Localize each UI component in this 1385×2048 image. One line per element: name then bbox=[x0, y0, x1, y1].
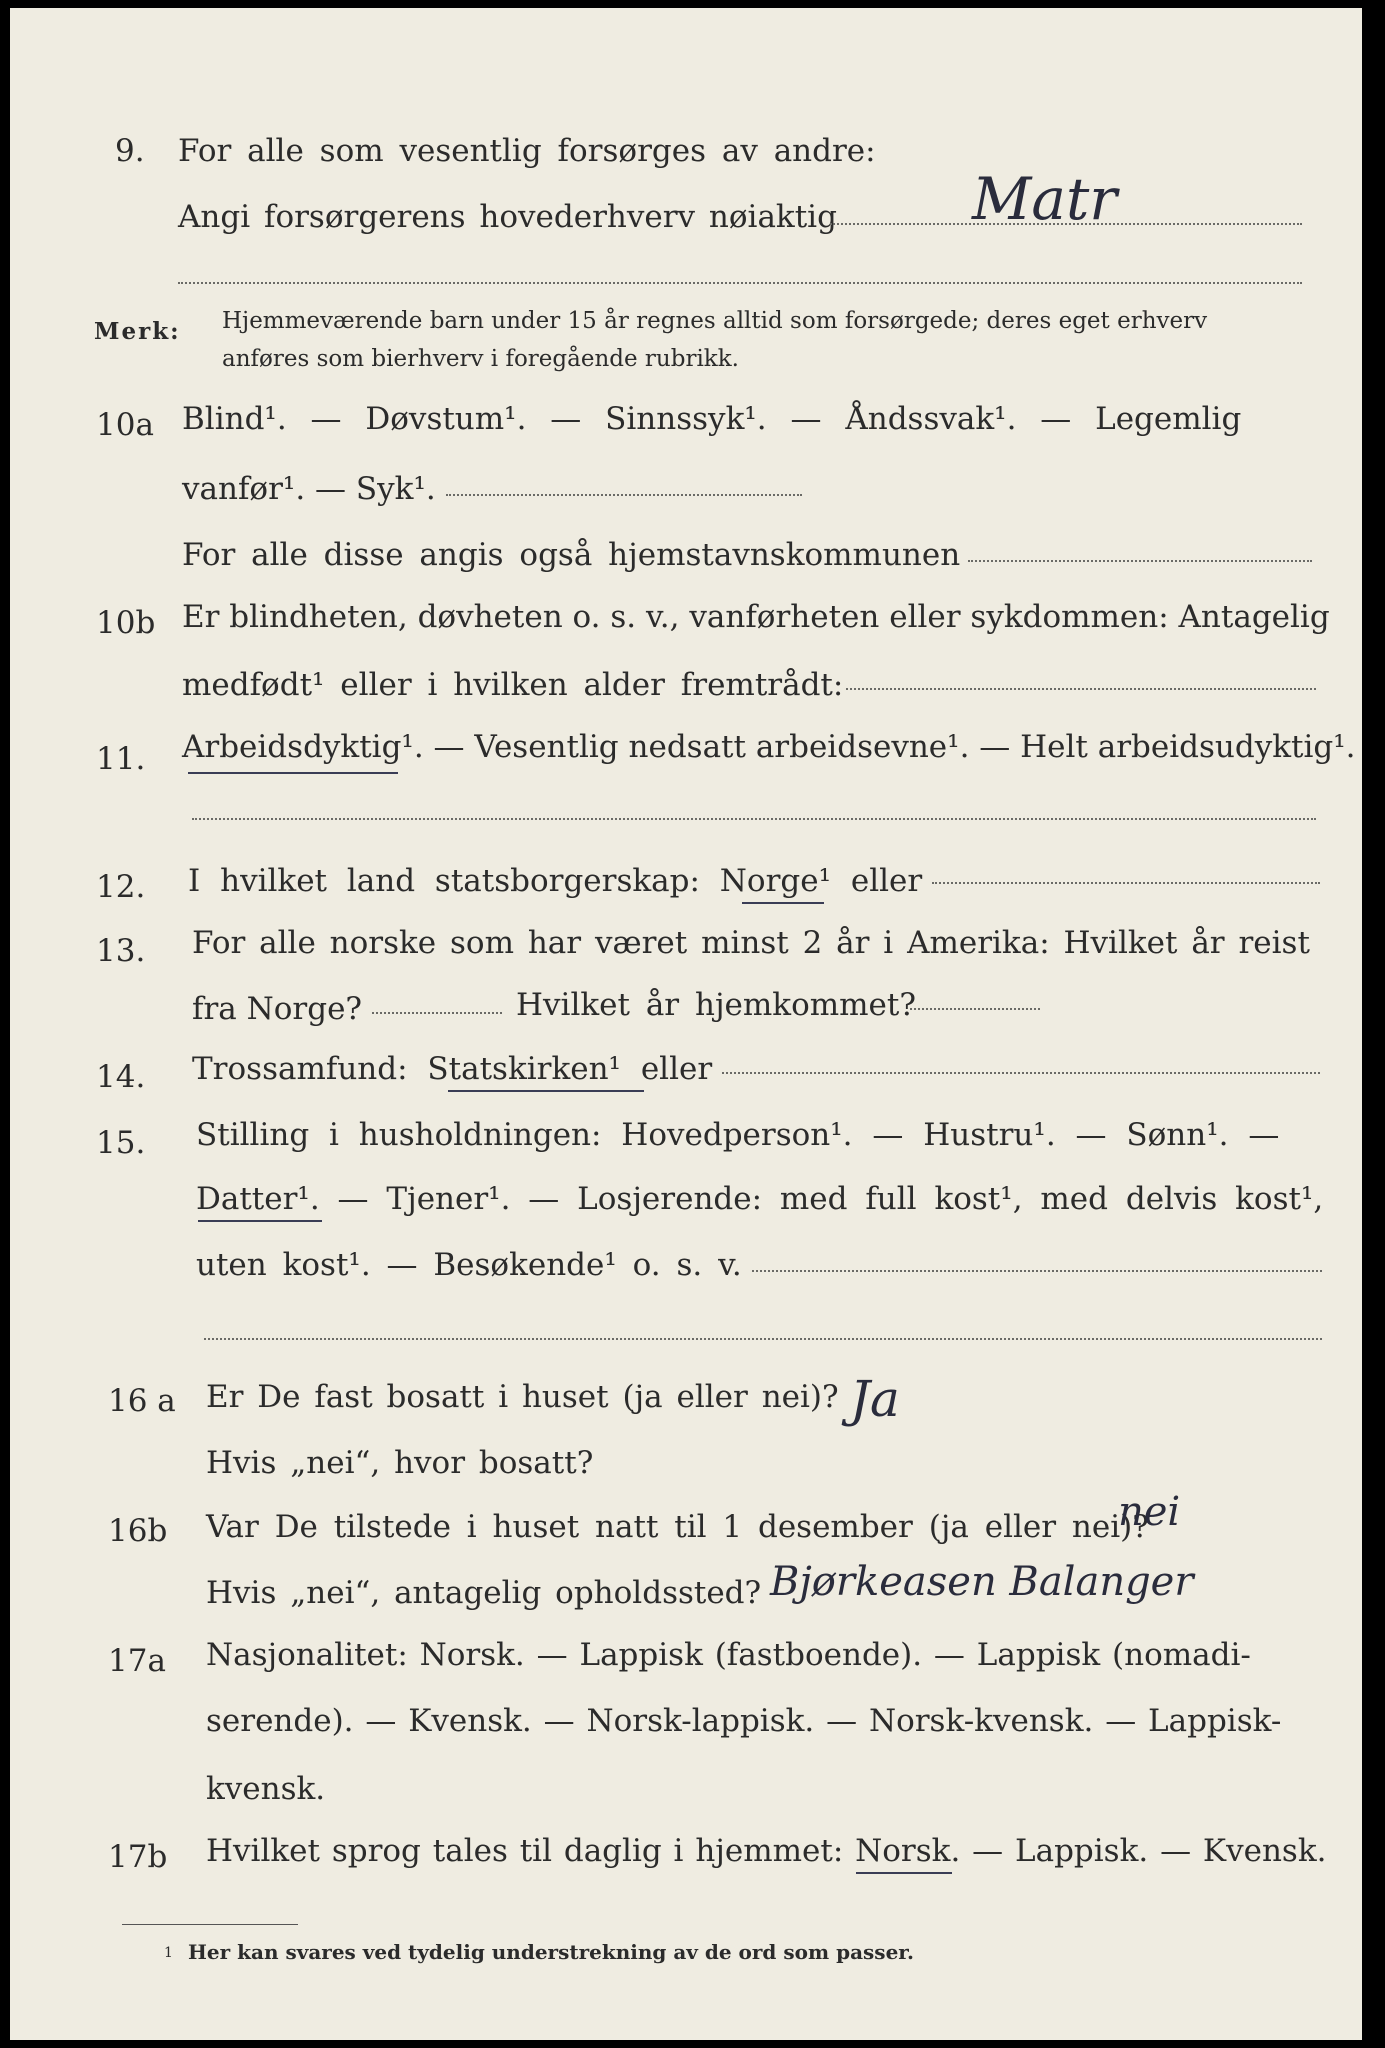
merk-line2: anføres som bierhverv i foregående rubrikk. bbox=[222, 346, 739, 372]
q17b-underline-norsk bbox=[856, 1872, 952, 1874]
q16b-handwritten-answer2: Bjørkeasen Balanger bbox=[770, 1559, 1194, 1605]
q9-line2: Angi forsørgerens hovederhverv nøiaktig bbox=[178, 199, 837, 235]
q10a-line1: Blind¹. — Døvstum¹. — Sinnssyk¹. — Åndssvak¹. — Legemlig bbox=[182, 401, 1242, 437]
footnote-text: Her kan svares ved tydelig understrekning av de ord som passer. bbox=[188, 1940, 914, 1964]
q15-extra-line bbox=[204, 1338, 1322, 1340]
q17b-line1: Hvilket sprog tales til daglig i hjemmet: Norsk. — Lappisk. — Kvensk. bbox=[206, 1833, 1327, 1869]
q12-number: 12. bbox=[96, 869, 146, 905]
q16b-line1: Var De tilstede i huset natt til 1 desember (ja eller nei)? bbox=[206, 1509, 1149, 1545]
q12-field bbox=[932, 882, 1320, 884]
q14-field bbox=[722, 1072, 1320, 1074]
q10b-line2: medfødt¹ eller i hvilken alder fremtrådt: bbox=[182, 667, 844, 703]
census-form-page bbox=[10, 8, 1362, 2040]
q13-field-reist bbox=[372, 1012, 502, 1014]
q17a-line3: kvensk. bbox=[206, 1771, 326, 1807]
q11-extra-line bbox=[192, 818, 1316, 820]
q10b-field bbox=[846, 688, 1316, 690]
q10b-line1: Er blindheten, døvheten o. s. v., vanførheten eller sykdommen: Antagelig bbox=[182, 599, 1330, 635]
q13-number: 13. bbox=[96, 933, 146, 969]
merk-line1: Hjemmeværende barn under 15 år regnes alltid som forsørgede; deres eget erhverv bbox=[222, 308, 1208, 334]
q14-line1: Trossamfund: Statskirken¹ eller bbox=[192, 1051, 713, 1087]
q15-line2: Datter¹. — Tjener¹. — Losjerende: med full kost¹, med delvis kost¹, bbox=[196, 1181, 1324, 1217]
q11-number: 11. bbox=[96, 741, 146, 777]
q14-underline-statskirken bbox=[448, 1090, 644, 1092]
q11-line1: Arbeidsdyktig¹. — Vesentlig nedsatt arbeidsevne¹. — Helt arbeidsudyktig¹. bbox=[182, 729, 1356, 765]
q9-line1: For alle som vesentlig forsørges av andre: bbox=[178, 133, 876, 169]
q17a-line1: Nasjonalitet: Norsk. — Lappisk (fastboende). — Lappisk (nomadi- bbox=[206, 1637, 1251, 1673]
q16b-handwritten-answer1: nei bbox=[1118, 1489, 1181, 1535]
q16a-number: 16 a bbox=[108, 1383, 176, 1419]
q15-line1: Stilling i husholdningen: Hovedperson¹. — Hustru¹. — Sønn¹. — bbox=[196, 1117, 1280, 1153]
q17a-number: 17a bbox=[108, 1643, 166, 1679]
q15-underline-datter bbox=[198, 1220, 322, 1222]
merk-label: Merk: bbox=[94, 318, 181, 345]
q14-number: 14. bbox=[96, 1059, 146, 1095]
q9-handwritten-answer: Matr bbox=[972, 165, 1117, 233]
q11-underline-arbeidsdyktig bbox=[188, 772, 398, 774]
q10a-line3-field bbox=[968, 560, 1312, 562]
q17a-line2: serende). — Kvensk. — Norsk-lappisk. — Norsk-kvensk. — Lappisk- bbox=[206, 1703, 1282, 1739]
q15-field bbox=[752, 1270, 1322, 1272]
q16a-handwritten-answer: Ja bbox=[850, 1370, 900, 1428]
q13-line2b: Hvilket år hjemkommet? bbox=[516, 987, 916, 1023]
q10a-number: 10a bbox=[96, 407, 154, 443]
q16a-line2: Hvis „nei“, hvor bosatt? bbox=[206, 1445, 594, 1481]
footnote-mark: 1 bbox=[164, 1945, 173, 1961]
q10b-number: 10b bbox=[96, 605, 156, 641]
q15-number: 15. bbox=[96, 1125, 146, 1161]
q12-underline-norge bbox=[742, 902, 824, 904]
q13-line1: For alle norske som har været minst 2 år i Amerika: Hvilket år reist bbox=[192, 925, 1310, 961]
q10a-line2: vanfør¹. — Syk¹. bbox=[182, 471, 436, 507]
q16b-number: 16b bbox=[108, 1513, 168, 1549]
q9-extra-line bbox=[178, 282, 1302, 284]
q10a-line3: For alle disse angis også hjemstavnskommunen bbox=[182, 537, 961, 573]
q13-line2a: fra Norge? bbox=[192, 991, 363, 1027]
footnote-rule bbox=[122, 1924, 298, 1925]
q9-number: 9. bbox=[115, 133, 145, 169]
q16a-line1: Er De fast bosatt i huset (ja eller nei)? bbox=[206, 1379, 839, 1415]
q16b-line2: Hvis „nei“, antagelig opholdssted? bbox=[206, 1575, 762, 1611]
q12-line1: I hvilket land statsborgerskap: Norge¹ eller bbox=[188, 863, 923, 899]
q13-field-hjemkommet bbox=[910, 1008, 1040, 1010]
q10a-line2-field bbox=[446, 494, 802, 496]
q17b-number: 17b bbox=[108, 1839, 168, 1875]
q15-line3: uten kost¹. — Besøkende¹ o. s. v. bbox=[196, 1247, 742, 1283]
